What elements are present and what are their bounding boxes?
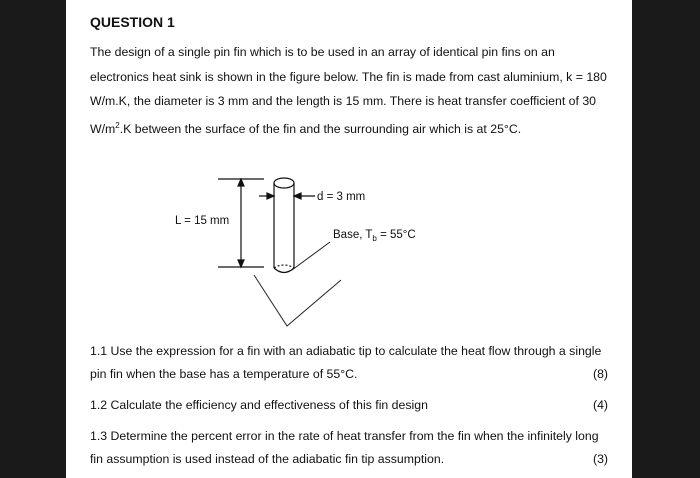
question-title: QUESTION 1: [90, 14, 175, 30]
subquestion-text: 1.3 Determine the percent error in the rate of heat transfer from the fin when the infinitely long fin assumption is used instead of the adiabatic fin tip assumption.: [90, 429, 599, 466]
subquestion-1-3: [90, 425, 614, 471]
subquestion-marks: (4): [592, 398, 608, 412]
intro-text-part2: .K between the surface of the fin and the surrounding air which is at 25°C.: [119, 121, 522, 136]
base-temperature-label: [333, 229, 416, 243]
length-label: L = 15 mm: [175, 215, 230, 227]
subquestion-1-2: [90, 394, 614, 417]
intro-text-part1: The design of a single pin fin which is to be used in an array of identical pin fins on an electronics heat sink is shown in the figure below. The fin is made from cast aluminium, k = 180 W/m.K, the diameter is 3 mm and the length is 15 mm. There is heat transfer coefficient of 30 W/m: [90, 45, 607, 136]
diameter-label: d = 3 mm: [317, 191, 366, 203]
subquestion-text: 1.1 Use the expression for a fin with an adiabatic tip to calculate the heat flow through a single pin fin when the base has a temperature of 55°C.: [90, 344, 602, 381]
base-label-text: Base, T: [333, 229, 373, 241]
base-subscript: b: [372, 234, 377, 243]
subquestion-1-1: [90, 340, 614, 386]
question-page: [66, 0, 632, 478]
subquestion-text: 1.2 Calculate the efficiency and effectiveness of this fin design: [90, 398, 428, 412]
subquestion-marks: (8): [592, 367, 608, 381]
base-pointer: [254, 242, 341, 326]
base-value: = 55°C: [376, 229, 416, 241]
diameter-arrows: [259, 193, 315, 199]
pin-fin-cylinder: [274, 178, 294, 273]
subquestion-marks: (3): [592, 452, 608, 466]
intro-superscript: 2: [115, 120, 120, 130]
